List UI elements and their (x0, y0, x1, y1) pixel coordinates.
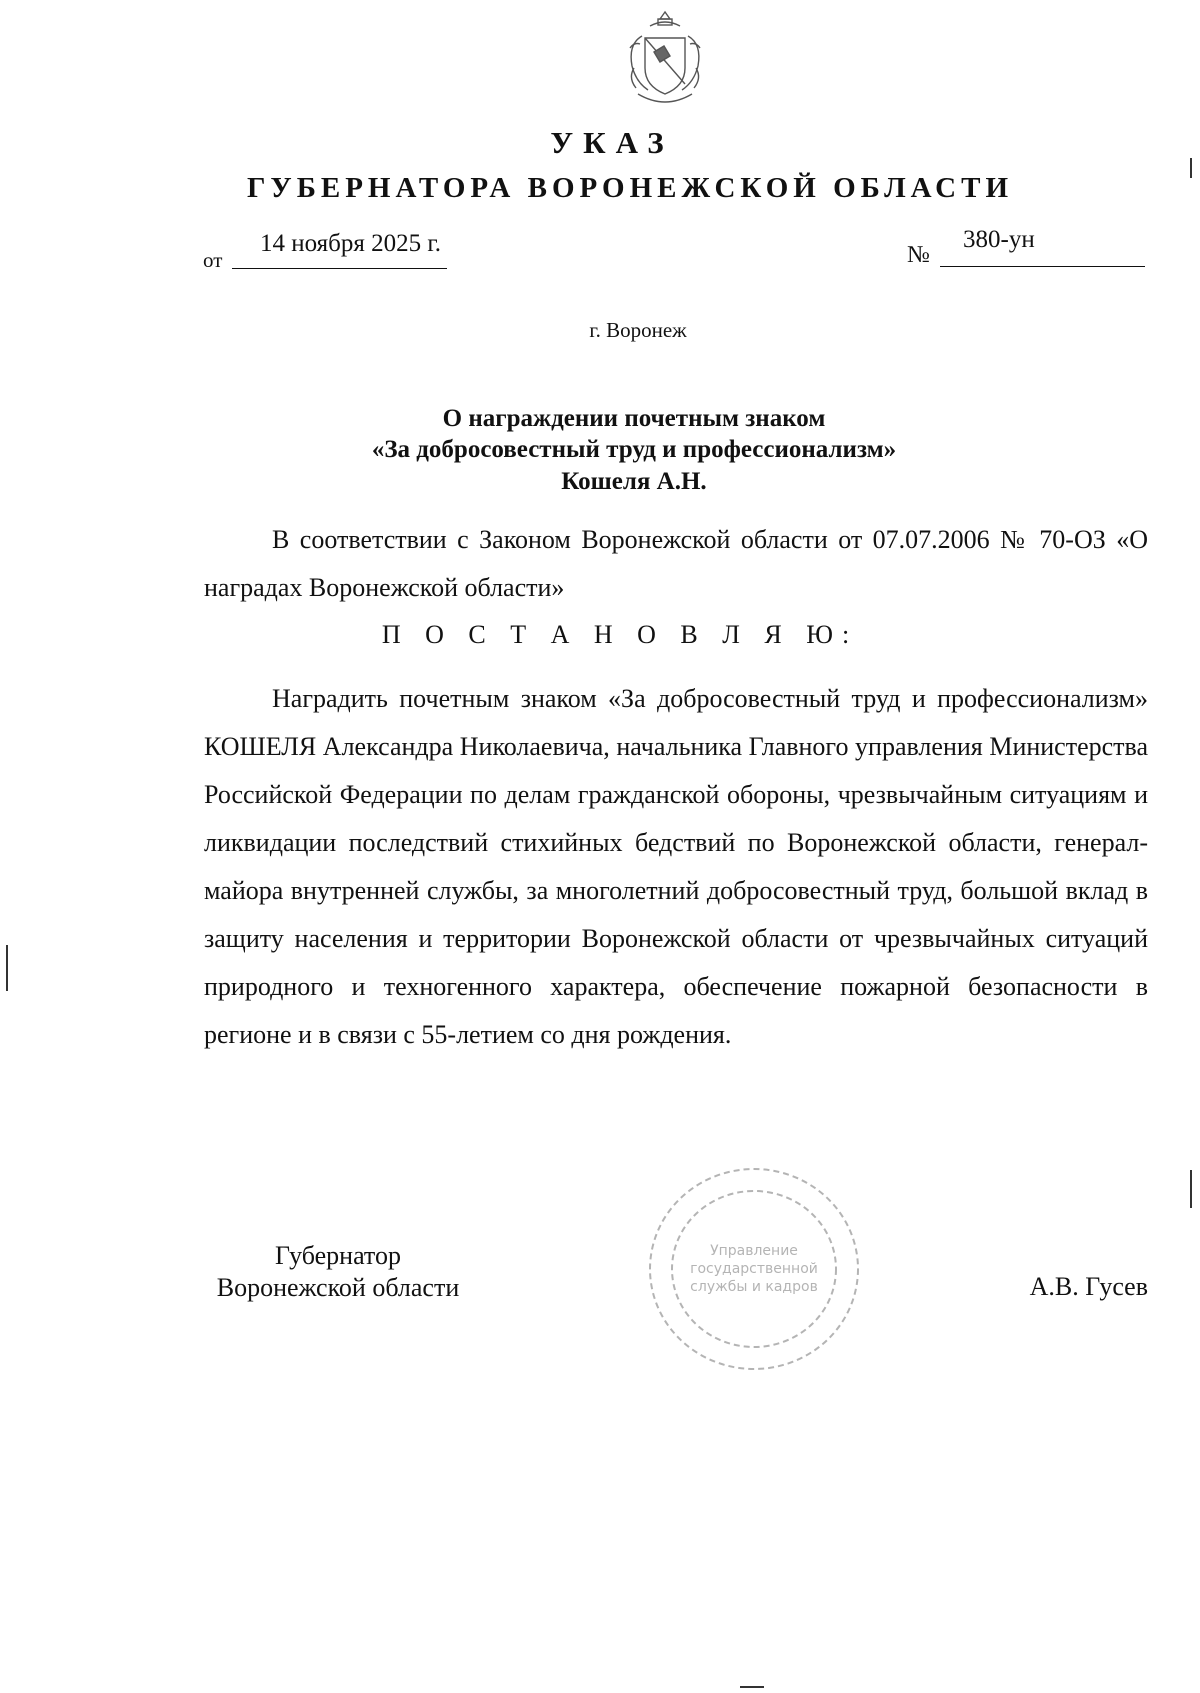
signatory-position (206, 1240, 470, 1304)
legal-basis-paragraph: В соответствии с Законом Воронежской области от 07.07.2006 № 70-ОЗ «О наградах Воронежской области» (204, 525, 1148, 602)
date-prefix: от (203, 248, 223, 272)
signatory-role-line-1: Губернатор (275, 1241, 401, 1270)
subject-line-1: О награждении почетным знаком (442, 405, 826, 432)
signatory-role-line-2: Воронежской области (216, 1273, 460, 1302)
scan-mark-right-top (1190, 158, 1192, 178)
document-type-title: УКАЗ (550, 125, 674, 160)
scan-mark-bottom (740, 1686, 764, 1688)
stamp-text-3: службы и кадров (690, 1279, 818, 1295)
signatory-name: А.В. Гусев (1029, 1272, 1148, 1301)
decree-word: П О С Т А Н О В Л Я Ю: (381, 620, 859, 649)
scan-mark-right-bottom (1190, 1170, 1192, 1208)
date-underline (232, 268, 447, 269)
award-paragraph: Наградить почетным знаком «За добросовестный труд и профессионализм» КОШЕЛЯ Александра Николаевича, начальника Главного управления Министерства Российской Федерации по делам гражданской обороны, чрезвычайным ситуациям и ликвидации последствий стихийных бедствий по Воронежской области, генерал-майора внутренней службы, за многолетний добросовестный труд, большой вклад в защиту населения и территории Воронежской области от чрезвычайных ситуаций природного и техногенного характера, обеспечение пожарной безопасности в регионе и в связи с 55-летием со дня рождения. (204, 684, 1148, 1049)
stamp-text-2: государственной (690, 1261, 818, 1277)
official-stamp (644, 1163, 864, 1375)
issuing-authority-title: ГУБЕРНАТОРА ВОРОНЕЖСКОЙ ОБЛАСТИ (246, 172, 1014, 204)
coat-of-arms-icon (620, 8, 710, 112)
number-sign: № (907, 242, 930, 268)
decree-date: 14 ноября 2025 г. (260, 230, 442, 257)
city-label: г. Воронеж (589, 318, 687, 342)
subject-line-3: Кошеля А.Н. (561, 468, 707, 495)
stamp-text-1: Управление (710, 1243, 798, 1259)
scan-mark-left (6, 945, 8, 991)
decree-number: 380-ун (963, 226, 1035, 253)
subject-line-2: «За добросовестный труд и профессионализм» (371, 436, 897, 463)
number-underline (940, 266, 1145, 267)
